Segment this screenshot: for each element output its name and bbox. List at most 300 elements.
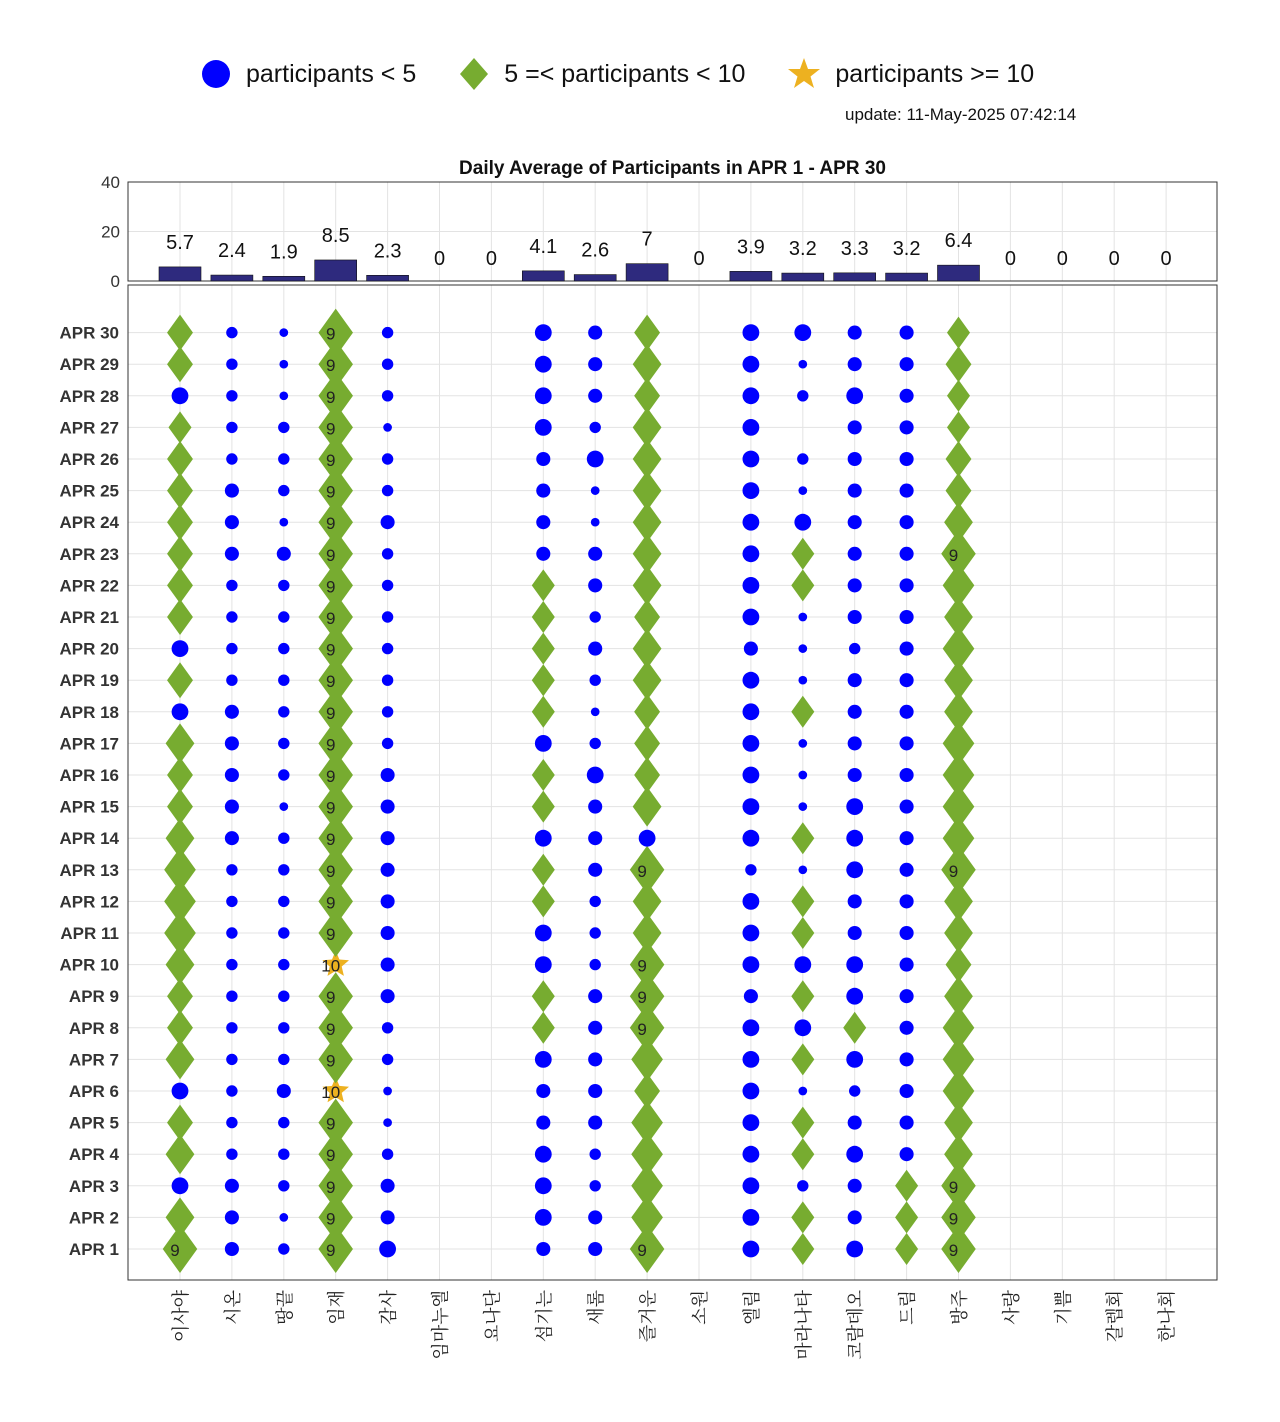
- marker-circle: [225, 800, 239, 814]
- day-tick-label: APR 14: [59, 829, 119, 849]
- marker-circle: [743, 735, 760, 752]
- category-tick-label: 새롬: [586, 1290, 607, 1325]
- bar-value-label: 3.2: [892, 238, 921, 261]
- marker-circle: [587, 451, 604, 468]
- marker-circle: [381, 926, 395, 940]
- marker-circle: [172, 387, 189, 404]
- marker-circle: [848, 484, 862, 498]
- marker-diamond: [791, 1043, 814, 1075]
- marker-circle: [798, 865, 807, 874]
- marker-diamond: [946, 346, 972, 382]
- marker-circle: [848, 894, 862, 908]
- bar-value-label: 1.9: [269, 241, 298, 264]
- marker-value-label: 9: [325, 577, 336, 597]
- marker-circle: [588, 1084, 602, 1098]
- bar-value-label: 0: [1160, 248, 1172, 270]
- marker-diamond: [843, 1012, 866, 1044]
- marker-circle: [900, 1052, 914, 1066]
- marker-circle: [590, 422, 601, 433]
- category-tick-label: 코람데오: [845, 1290, 866, 1360]
- marker-circle: [172, 703, 189, 720]
- marker-diamond: [947, 411, 970, 443]
- day-tick-label: APR 26: [59, 450, 119, 469]
- marker-circle: [226, 580, 237, 591]
- marker-circle: [588, 800, 602, 814]
- marker-circle: [798, 676, 807, 685]
- marker-circle: [900, 326, 914, 340]
- marker-circle: [846, 1146, 863, 1163]
- marker-diamond: [167, 662, 193, 698]
- marker-circle: [226, 1149, 237, 1160]
- marker-circle: [226, 1022, 237, 1033]
- bar-ytick-label: 40: [101, 173, 120, 192]
- marker-diamond: [947, 380, 970, 412]
- day-tick-label: APR 10: [59, 955, 119, 975]
- day-tick-label: APR 8: [68, 1018, 119, 1038]
- marker-circle: [382, 611, 393, 622]
- category-tick-label: 드림: [897, 1290, 918, 1325]
- marker-circle: [639, 830, 656, 847]
- marker-circle: [536, 515, 550, 529]
- marker-circle: [798, 739, 807, 748]
- marker-circle: [278, 580, 289, 591]
- marker-circle: [588, 1052, 602, 1066]
- marker-circle: [381, 894, 395, 908]
- marker-circle: [848, 768, 862, 782]
- marker-circle: [225, 1179, 239, 1193]
- marker-circle: [225, 547, 239, 561]
- marker-diamond: [791, 1201, 814, 1233]
- marker-circle: [588, 863, 602, 877]
- marker-circle: [743, 545, 760, 562]
- marker-circle: [279, 802, 288, 811]
- category-tick-label: 섬기는: [534, 1290, 555, 1343]
- marker-circle: [535, 925, 552, 942]
- marker-value-label: 9: [325, 419, 336, 439]
- marker-circle: [278, 864, 289, 875]
- marker-circle: [383, 1087, 392, 1096]
- marker-diamond: [791, 1138, 814, 1170]
- marker-circle: [226, 1117, 237, 1128]
- marker-diamond: [167, 441, 193, 477]
- marker-circle: [382, 453, 393, 464]
- marker-circle: [381, 1179, 395, 1193]
- marker-circle: [900, 736, 914, 750]
- marker-circle: [743, 387, 760, 404]
- day-tick-label: APR 13: [59, 860, 119, 880]
- bar-value-label: 0: [693, 248, 705, 270]
- marker-circle: [381, 800, 395, 814]
- marker-circle: [590, 1180, 601, 1191]
- marker-circle: [381, 863, 395, 877]
- marker-value-label: 9: [325, 1241, 336, 1260]
- marker-circle: [743, 419, 760, 436]
- marker-circle: [279, 518, 288, 527]
- marker-circle: [797, 390, 808, 401]
- marker-circle: [588, 1210, 602, 1224]
- bar-value-label: 0: [1004, 248, 1016, 270]
- marker-diamond: [634, 315, 660, 351]
- marker-circle: [382, 1149, 393, 1160]
- marker-circle: [225, 515, 239, 529]
- day-tick-label: APR 7: [68, 1050, 119, 1070]
- marker-circle: [794, 514, 811, 531]
- marker-diamond: [532, 1012, 555, 1044]
- bar-ytick-label: 20: [101, 222, 120, 242]
- day-tick-label: APR 17: [59, 734, 119, 754]
- marker-diamond: [791, 538, 814, 570]
- marker-circle: [278, 738, 289, 749]
- marker-circle: [588, 547, 602, 561]
- marker-circle: [743, 1051, 760, 1068]
- marker-value-label: 9: [948, 1177, 959, 1197]
- category-tick-label: 소원: [690, 1290, 710, 1325]
- marker-circle: [743, 830, 760, 847]
- chart-title: Daily Average of Participants in APR 1 - APR 30: [459, 158, 886, 179]
- marker-diamond: [630, 846, 665, 894]
- marker-diamond: [791, 696, 814, 728]
- marker-circle: [225, 705, 239, 719]
- day-tick-label: APR 20: [59, 639, 119, 659]
- category-tick-label: 방주: [949, 1290, 970, 1325]
- marker-circle: [848, 578, 862, 592]
- marker-circle: [743, 482, 760, 499]
- day-tick-label: APR 2: [68, 1208, 119, 1228]
- marker-diamond: [532, 569, 555, 601]
- marker-circle: [848, 926, 862, 940]
- marker-circle: [900, 420, 914, 434]
- marker-circle: [797, 1180, 808, 1191]
- marker-circle: [846, 830, 863, 847]
- marker-value-label: 9: [948, 1209, 959, 1229]
- marker-circle: [277, 1084, 291, 1098]
- category-tick-label: 엘림: [741, 1290, 762, 1325]
- bar: [574, 275, 616, 281]
- marker-diamond: [318, 972, 353, 1020]
- marker-circle: [278, 927, 289, 938]
- marker-circle: [900, 673, 914, 687]
- marker-value-label: 9: [325, 482, 336, 502]
- marker-circle: [590, 611, 601, 622]
- marker-circle: [900, 389, 914, 403]
- marker-diamond: [634, 757, 660, 793]
- marker-circle: [900, 1116, 914, 1130]
- marker-circle: [744, 642, 758, 656]
- marker-circle: [226, 390, 237, 401]
- bar-value-label: 0: [1056, 248, 1068, 270]
- marker-circle: [226, 864, 237, 875]
- marker-circle: [382, 548, 393, 559]
- marker-circle: [535, 1146, 552, 1163]
- marker-circle: [846, 1241, 863, 1258]
- marker-value-label: 9: [325, 767, 336, 786]
- marker-circle: [588, 389, 602, 403]
- marker-circle: [900, 768, 914, 782]
- marker-circle: [743, 577, 760, 594]
- marker-diamond: [532, 759, 555, 791]
- marker-circle: [846, 988, 863, 1005]
- marker-circle: [900, 452, 914, 466]
- marker-circle: [743, 1209, 760, 1226]
- marker-circle: [846, 387, 863, 404]
- marker-circle: [278, 959, 289, 970]
- marker-diamond: [168, 411, 191, 443]
- day-tick-label: APR 23: [59, 544, 119, 564]
- marker-value-label: 10: [321, 956, 341, 976]
- marker-circle: [743, 1083, 760, 1100]
- marker-circle: [535, 356, 552, 373]
- marker-circle: [848, 736, 862, 750]
- marker-circle: [794, 324, 811, 341]
- marker-circle: [900, 831, 914, 845]
- marker-diamond: [532, 885, 555, 917]
- marker-circle: [848, 610, 862, 624]
- marker-circle: [798, 486, 807, 495]
- marker-circle: [278, 1117, 289, 1128]
- category-tick-label: 한나회: [1157, 1290, 1178, 1343]
- bar-value-label: 2.3: [373, 240, 402, 263]
- marker-circle: [383, 423, 392, 432]
- marker-value-label: 9: [325, 861, 336, 881]
- marker-value-label: 9: [325, 1146, 336, 1166]
- marker-diamond: [791, 980, 814, 1012]
- marker-circle: [535, 1051, 552, 1068]
- marker-value-label: 9: [637, 861, 647, 881]
- marker-circle: [382, 390, 393, 401]
- marker-circle: [279, 360, 288, 369]
- marker-circle: [382, 580, 393, 591]
- marker-circle: [278, 896, 289, 907]
- marker-diamond: [791, 569, 814, 601]
- marker-circle: [744, 989, 758, 1003]
- marker-circle: [900, 578, 914, 592]
- marker-circle: [743, 514, 760, 531]
- marker-circle: [798, 613, 807, 622]
- marker-circle: [382, 1022, 393, 1033]
- marker-circle: [226, 359, 237, 370]
- marker-circle: [172, 1083, 189, 1100]
- marker-circle: [588, 989, 602, 1003]
- marker-circle: [848, 326, 862, 340]
- day-tick-label: APR 15: [59, 797, 119, 817]
- marker-circle: [591, 707, 600, 716]
- marker-value-label: 9: [948, 861, 959, 881]
- marker-circle: [536, 1116, 550, 1130]
- day-tick-label: APR 28: [59, 386, 119, 406]
- marker-value-label: 9: [325, 1177, 336, 1197]
- marker-circle: [279, 328, 288, 337]
- day-tick-label: APR 18: [59, 702, 119, 722]
- legend-large-label: participants >= 10: [835, 59, 1035, 88]
- marker-circle: [743, 1019, 760, 1036]
- marker-circle: [536, 547, 550, 561]
- marker-circle: [743, 1241, 760, 1258]
- day-tick-label: APR 25: [59, 481, 119, 501]
- bar-value-label: 3.9: [736, 236, 765, 259]
- marker-circle: [849, 643, 860, 654]
- marker-circle: [381, 1210, 395, 1224]
- marker-circle: [278, 485, 289, 496]
- marker-circle: [383, 1118, 392, 1127]
- marker-circle: [226, 327, 237, 338]
- marker-circle: [379, 1241, 396, 1258]
- marker-value-label: 9: [325, 830, 336, 850]
- marker-circle: [848, 673, 862, 687]
- marker-circle: [798, 360, 807, 369]
- marker-circle: [225, 736, 239, 750]
- category-tick-label: 갈렙회: [1105, 1290, 1126, 1343]
- marker-circle: [900, 1021, 914, 1035]
- marker-circle: [590, 896, 601, 907]
- marker-diamond: [167, 504, 193, 540]
- marker-circle: [535, 735, 552, 752]
- marker-circle: [900, 610, 914, 624]
- marker-value-label: 9: [325, 735, 336, 755]
- marker-value-label: 9: [325, 1209, 336, 1229]
- marker-diamond: [791, 822, 814, 854]
- marker-value-label: 9: [325, 893, 336, 913]
- marker-circle: [849, 1085, 860, 1096]
- marker-circle: [848, 515, 862, 529]
- marker-circle: [846, 956, 863, 973]
- marker-circle: [590, 1149, 601, 1160]
- marker-diamond: [895, 1201, 918, 1233]
- marker-circle: [848, 1116, 862, 1130]
- marker-circle: [382, 738, 393, 749]
- marker-diamond: [791, 917, 814, 949]
- marker-circle: [278, 991, 289, 1002]
- marker-value-label: 10: [321, 1083, 341, 1102]
- marker-circle: [382, 675, 393, 686]
- marker-value-label: 9: [325, 798, 336, 818]
- marker-circle: [743, 798, 760, 815]
- marker-circle: [226, 611, 237, 622]
- bar-value-label: 8.5: [321, 224, 350, 247]
- bar: [263, 276, 305, 281]
- marker-diamond: [167, 789, 193, 825]
- marker-circle: [226, 1054, 237, 1065]
- category-tick-label: 임마누엘: [430, 1290, 451, 1360]
- marker-circle: [797, 453, 808, 464]
- marker-circle: [798, 1087, 807, 1096]
- marker-circle: [535, 419, 552, 436]
- marker-value-label: 9: [637, 1241, 647, 1260]
- marker-circle: [225, 1242, 239, 1256]
- day-tick-label: APR 16: [59, 766, 119, 785]
- marker-circle: [279, 1213, 288, 1222]
- marker-value-label: 9: [325, 703, 336, 723]
- day-tick-label: APR 9: [68, 987, 119, 1007]
- marker-value-label: 9: [325, 451, 336, 470]
- category-tick-label: 임재: [326, 1290, 347, 1325]
- bar-ytick-label: 0: [110, 272, 120, 291]
- marker-diamond: [791, 885, 814, 917]
- marker-circle: [588, 357, 602, 371]
- day-tick-label: APR 5: [68, 1113, 119, 1133]
- bar-value-label: 2.6: [581, 239, 610, 262]
- marker-circle: [278, 1022, 289, 1033]
- day-tick-label: APR 30: [59, 323, 119, 343]
- marker-circle: [278, 1243, 289, 1254]
- marker-diamond: [166, 1197, 195, 1237]
- marker-circle: [900, 989, 914, 1003]
- marker-circle: [900, 863, 914, 877]
- marker-circle: [278, 611, 289, 622]
- day-tick-label: APR 6: [68, 1082, 119, 1101]
- bar-value-label: 2.4: [217, 240, 246, 263]
- marker-diamond: [791, 1233, 814, 1265]
- marker-circle: [900, 357, 914, 371]
- marker-circle: [278, 833, 289, 844]
- marker-circle: [226, 675, 237, 686]
- category-tick-label: 사랑: [1001, 1290, 1022, 1325]
- category-tick-label: 감사: [378, 1290, 399, 1325]
- marker-circle: [848, 420, 862, 434]
- marker-circle: [590, 959, 601, 970]
- marker-circle: [226, 422, 237, 433]
- marker-circle: [172, 1177, 189, 1194]
- day-tick-label: APR 24: [59, 513, 119, 533]
- marker-diamond: [791, 1107, 814, 1139]
- marker-circle: [743, 356, 760, 373]
- bar-value-label: 0: [433, 248, 446, 270]
- marker-value-label: 9: [325, 1019, 336, 1039]
- marker-circle: [743, 956, 760, 973]
- marker-circle: [590, 927, 601, 938]
- marker-circle: [900, 705, 914, 719]
- marker-circle: [278, 1054, 289, 1065]
- marker-circle: [226, 1085, 237, 1096]
- marker-circle: [743, 609, 760, 626]
- marker-circle: [226, 927, 237, 938]
- marker-circle: [536, 484, 550, 498]
- marker-value-label: 9: [325, 324, 336, 344]
- bar: [886, 273, 928, 281]
- marker-diamond: [167, 599, 193, 635]
- marker-diamond: [532, 696, 555, 728]
- marker-circle: [745, 864, 756, 875]
- marker-value-label: 9: [637, 1019, 647, 1039]
- marker-circle: [381, 768, 395, 782]
- legend-small-label: participants < 5: [246, 59, 417, 88]
- bar: [782, 273, 824, 281]
- marker-circle: [588, 578, 602, 592]
- marker-circle: [794, 956, 811, 973]
- marker-circle: [798, 644, 807, 653]
- marker-circle: [382, 359, 393, 370]
- marker-circle: [900, 515, 914, 529]
- marker-diamond: [895, 1233, 918, 1265]
- bar-value-label: 3.3: [840, 237, 869, 260]
- marker-diamond: [167, 1105, 193, 1141]
- marker-circle: [743, 1114, 760, 1131]
- marker-circle: [535, 1209, 552, 1226]
- bar-value-label: 4.1: [529, 235, 558, 258]
- marker-circle: [381, 989, 395, 1003]
- marker-diamond: [532, 664, 555, 696]
- marker-value-label: 9: [637, 956, 647, 976]
- marker-diamond: [318, 309, 353, 357]
- bar: [730, 271, 772, 281]
- marker-circle: [900, 642, 914, 656]
- marker-circle: [381, 958, 395, 972]
- legend-medium-label: 5 =< participants < 10: [504, 59, 746, 88]
- marker-circle: [381, 515, 395, 529]
- marker-circle: [587, 767, 604, 784]
- bar-value-label: 0: [485, 248, 497, 270]
- marker-circle: [848, 452, 862, 466]
- marker-value-label: 9: [325, 988, 336, 1008]
